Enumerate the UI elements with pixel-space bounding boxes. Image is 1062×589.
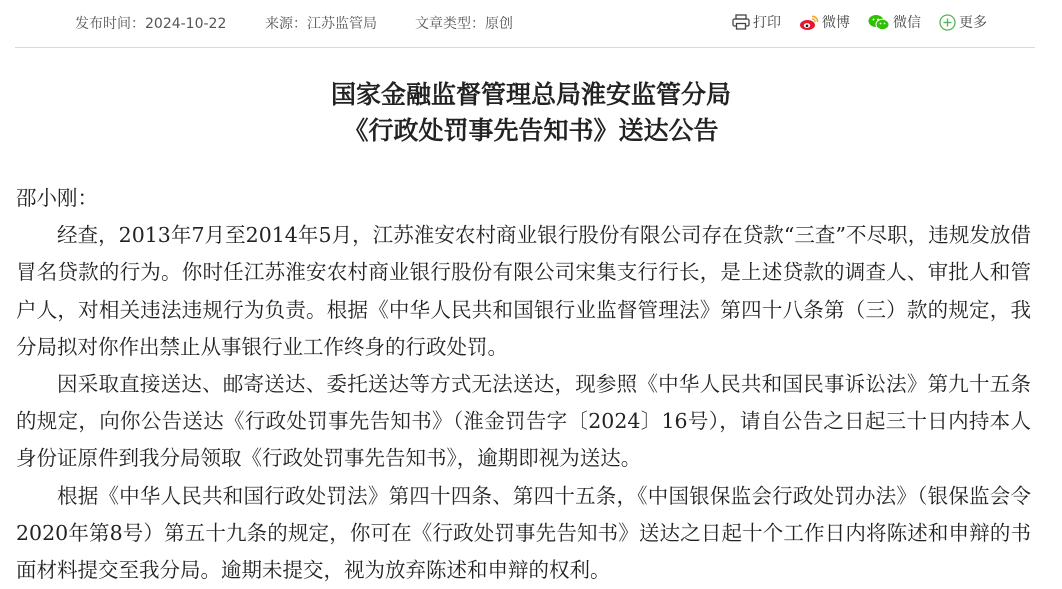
article-title-line-2: 《行政处罚事先告知书》送达公告 (343, 116, 719, 145)
body-paragraph-2: 因采取直接送达、邮寄送达、委托送达等方式无法送达，现参照《中华人民共和国民事诉讼法》第九十五条的规定，向你公告送达《行政处罚事先告知书》（淮金罚告字〔2024〕16号），请自公告之日起三十日内持本人身份证原件到我分局领取《行政处罚事先告知书》，逾期即视为送达。 (16, 372, 1031, 471)
wechat-label: 微信 (893, 15, 921, 31)
article-title-line-1: 国家金融监督管理总局淮安监管分局 (330, 80, 731, 109)
article-source: 来源：江苏监管局 (265, 16, 377, 32)
body-paragraph-1: 经查，2013年7月至2014年5月，江苏淮安农村商业银行股份有限公司存在贷款“三查”不尽职，违规发放借冒名贷款的行为。你时任江苏淮安农村商业银行股份有限公司宋集支行行长，是上述贷款的调查人、审批人和管户人，对相关违法违规行为负责。根据《中华人民共和国银行业监督管理法》第四十八条第（三）款的规定，我分局拟对你作出禁止从事银行业工作终身的行政处罚。 (16, 223, 1031, 359)
more-share-button[interactable] (939, 12, 987, 32)
publish-time: 发布时间：2024-10-22 (75, 16, 227, 32)
share-toolbar (732, 12, 987, 32)
wechat-icon (868, 14, 890, 31)
plus-circle-icon (939, 14, 956, 31)
printer-icon (732, 14, 750, 30)
wechat-share-button[interactable] (868, 12, 921, 32)
article-meta-bar (15, 0, 1035, 48)
body-paragraph-3: 根据《中华人民共和国行政处罚法》第四十四条、第四十五条，《中国银保监会行政处罚办法》（银保监会令2020年第8号）第五十九条的规定，你可在《行政处罚事先告知书》送达之日起十个工作日内将陈述和申辩的书面材料提交至我分局。逾期未提交，视为放弃陈述和申辩的权利。 (16, 483, 1031, 583)
weibo-label: 微博 (822, 15, 850, 31)
print-label: 打印 (753, 15, 781, 31)
print-button[interactable] (732, 12, 781, 32)
salutation: 邵小刚： (16, 186, 98, 210)
weibo-share-button[interactable] (799, 12, 850, 32)
weibo-icon (799, 14, 819, 31)
more-label: 更多 (959, 15, 987, 31)
article-type: 文章类型：原创 (415, 16, 513, 32)
article-body (16, 180, 1031, 589)
